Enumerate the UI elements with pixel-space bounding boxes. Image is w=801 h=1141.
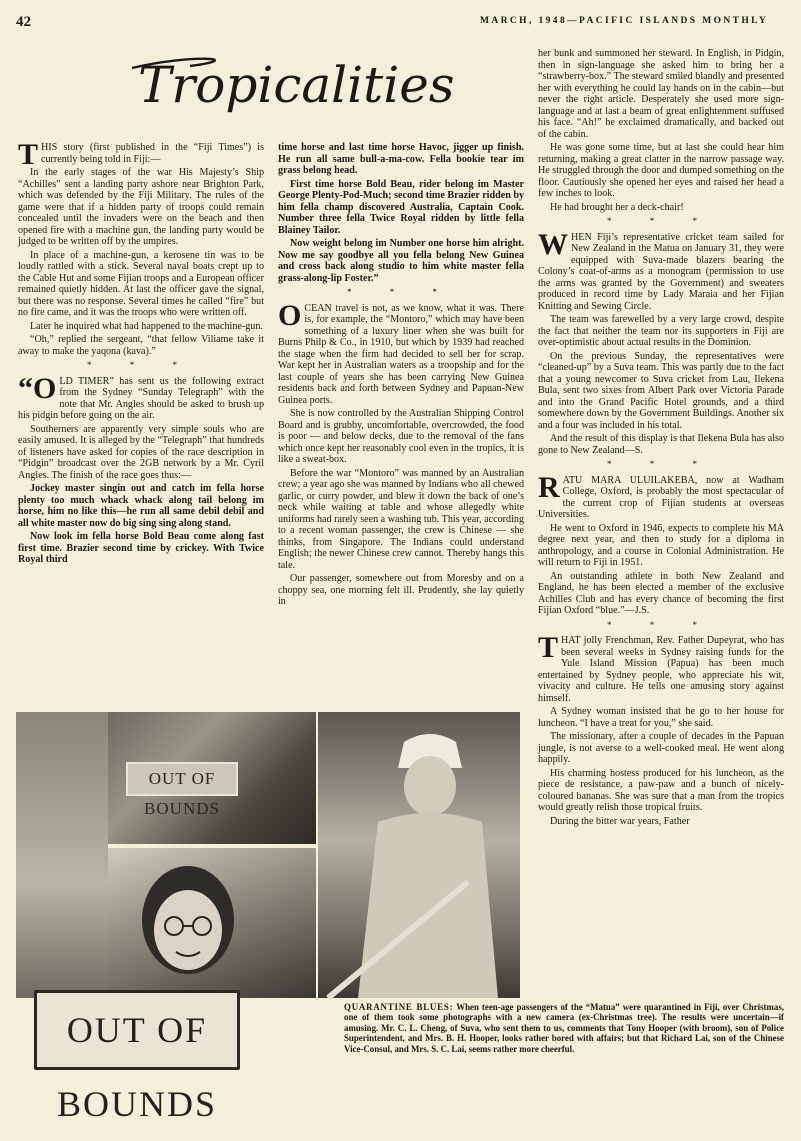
drop-cap: T — [538, 631, 559, 664]
section-separator: * * * — [607, 459, 715, 469]
out-of-bounds-sign-small: OUT OF BOUNDS — [126, 762, 238, 796]
pidgin-quote: First time horse Bold Beau, rider belong im Master George Plenty-Pod-Much; second time Brazier ridden by him fella champ discovered Australia, Captain Cook. Number three fella Twice Royal ridden by little fella Blainey Tailor. — [278, 178, 524, 236]
paragraph: On the previous Sunday, the representatives were “cleaned-up” by a Suva team. This was partly due to the fact that a young newcomer to Suva cricket from Lau, Ilekena Bula, sent two sixes from Albert Park over Victoria Parade and into the Grand Pacific Hotel grounds, and a third somewhere down by the Government Buildings. Another six and a four was included in his total. — [538, 350, 784, 431]
drop-cap: R — [538, 470, 560, 504]
photo-fence — [16, 712, 108, 998]
paragraph: He had brought her a deck-chair! — [550, 201, 684, 213]
tropicalities-logo-text: Tropicalities — [138, 56, 455, 114]
article-ratu-mara-intro: RATU MARA ULUILAKEBA, now at Wadham College, Oxford, is probably the most spectacular of the current crop of Fijian students at overseas Universities. — [538, 470, 784, 520]
caption-lead: QUARANTINE BLUES: — [344, 1002, 454, 1012]
boy-portrait-sketch — [318, 712, 520, 998]
paragraph: His charming hostess produced for his luncheon, as the piece de resistance, a paw-paw and a bunch of nicely-coloured bananas. She was sure that a man from the tropics would greatly relish those tropical fruits. — [538, 767, 784, 813]
pidgin-quote: Jockey master singin out and catch im fella horse plenty too much whack whack along tail belong im horse, him no like this—he run all same debil debil and all white master now do big sing sing along stand. — [18, 483, 264, 529]
paragraph: “Oh,” replied the sergeant, “that fellow Viliame take it away to make the yaqona (kava).” — [18, 334, 264, 357]
paragraph: A Sydney woman insisted that he go to her house for luncheon. “I have a treat for you,” she said. — [538, 706, 784, 729]
drop-cap: “O — [18, 371, 57, 405]
drop-cap: O — [278, 298, 302, 332]
paragraph: Southerners are apparently very simple souls who are easily amused. It is alleged by the “Telegraph” that hundreds of listeners have asked for copies of the race description in “Pidgin” broadcast over the 2GB network by a Mr. Cyril Angles. The finish of the race goes thus:— — [18, 423, 264, 481]
paragraph: He went to Oxford in 1946, expects to complete his MA degree next year, and then to study for a diploma in anthropology, and a course in Colonial Administration. He will return to Fiji in 1951. — [538, 522, 784, 568]
section-title-script — [130, 44, 455, 124]
section-separator: * * * — [87, 360, 195, 370]
photo-girl-with-glasses — [108, 848, 316, 998]
photo-caption — [344, 1002, 784, 1054]
paragraph: An outstanding athlete in both New Zealand and England, he has been elected a member of the exclusive Achilles Club and has every chance of becoming the first Fijian Oxford “blue.”—J.S. — [538, 570, 784, 616]
paragraph: He was gone some time, but at last she could hear him returning, making a great clatter in the narrow passage way. He struggled through the door and dumped something on the floor. Cautiously she opened her eyes and raised her head a few inches to look. — [538, 142, 784, 199]
section-separator: * * * — [607, 619, 715, 630]
pidgin-quote: Now look im fella horse Bold Beau come along fast first time. Brazier second time by crickey. With Twice Royal third — [18, 531, 264, 565]
paragraph: In the early stages of the war His Majesty’s Ship “Achilles” sent a landing party ashore near Brighton Park, which was defended by the Fiji Military. The rules of the game were that if a hidden party of troops could remain concealed until the invaders were on the beach and then opened fire with a machine gun, the landing party would be judged to be written off by the umpires. — [18, 167, 264, 247]
article-cricket-intro: WHEN Fiji’s representative cricket team sailed for New Zealand in the Matua on January 31, they were equipped with Suva-made blazers bearing the Colony’s coat-of-arms as a monogram (permission to use the arms was granted by the Government) and sweaters produced in record time by Lady Maraia and her Fijian Knitting and Sewing Circle. — [538, 227, 784, 312]
paragraph: In place of a machine-gun, a kerosene tin was to be loudly rattled with a stick. Several naval boats crept up to the Cable Hut and some Fijian troops and a European officer remained quietly hidden. At last the officer gave the signal, but there was no response. Several times he called “fire” but no fire came, and it was the troops who were written off. — [18, 249, 264, 318]
paragraph: During the bitter war years, Father — [550, 815, 690, 827]
paragraph: She is now controlled by the Australian Shipping Control Board and is grubby, uncomfortable, overcrowded, the food is poor — and below decks, due to the removal of the fans which once kept her reasonably cool even in the tropics, it is like a sweat-box. — [278, 408, 524, 465]
article-dupeyrat-intro: THAT jolly Frenchman, Rev. Father Dupeyrat, who has been several weeks in Sydney raising funds for the Yule Island Mission (Papua) has been much entertained by Sydney people, who appreciate his wit, vivacity and culture. He tells one amusing story against himself. — [538, 631, 784, 704]
paragraph: The missionary, after a couple of decades in the Papuan jungle, is not averse to a well-cooked meal. He went along happily. — [538, 731, 784, 765]
drop-cap: T — [18, 138, 39, 171]
paragraph: And the result of this display is that Ilekena Bula has also gone to New Zealand—S. — [538, 433, 784, 456]
paragraph: Later he inquired what had happened to the machine-gun. — [30, 320, 263, 332]
caption-text: When teen-age passengers of the “Matua” were quarantined in Fiji, over Christmas, one of them took some photographs with a new camera (ex-Christmas tree). The results were uncertain—if amusing. Mr. C. L. Cheng, of Suva, who sent them to us, comments that Tony Hooper (with broom), son of Police Superintendent, and Mrs. B. H. Hooper, looks rather bored with affairs; but that Richard Lai, son of the Chinese Vice-Consul, and Mrs. S. C. Lai, seems rather more cheerful. — [344, 1002, 785, 1054]
pidgin-quote: Now weight belong im Number one horse him alright. Now me say goodbye all you fella belong New Guinea and cross back along studio to him white master fella grass-along-lip Foster.” — [278, 238, 524, 284]
photo-boy-with-broom — [318, 712, 520, 998]
drop-cap: W — [538, 227, 568, 261]
column-1 — [18, 138, 264, 702]
page-number: 42 — [16, 14, 31, 30]
girl-portrait-sketch — [108, 848, 316, 998]
article-fiji-times-intro: THIS story (first published in the “Fiji Times”) is currently being told in Fiji:— — [18, 138, 264, 171]
section-separator: * * * — [607, 216, 715, 226]
article-montoro-intro: OCEAN travel is not, as we know, what it was. There is, for example, the “Montoro,” which may have been something of a luxury liner when she was built for Burns Philp & Co., in 1910, but which by 1939 had reached the stage when the firm had decided to sell her for scrap. War kept her in Australian waters as a troopship and for the last couple of years she has been carrying New Guinea residents back and forth between Sydney and Papuan-New Guinea ports. — [278, 298, 524, 406]
paragraph: The team was farewelled by a very large crowd, despite the fact that neither the team nor its supporters in Fiji are over-optimistic about actual results in the Dominion. — [538, 314, 784, 348]
running-head: MARCH, 1948—PACIFIC ISLANDS MONTHLY — [480, 16, 769, 26]
paragraph: her bunk and summoned her steward. In English, in Pidgin, then in sign-language she asked him to bring her a “strawberry-box.” The steward smiled blandly and presented her with everything he could lay hands on in the cabin—but never the right article. Desperately she used more sign-language and at last a beam of great enlightenment suffused his face. “Ah!” he exclaimed dramatically, and backed out of the cabin. — [538, 48, 784, 140]
section-separator: * * * — [347, 287, 455, 297]
column-2 — [278, 142, 524, 702]
paragraph: Our passenger, somewhere out from Moresby and on a choppy sea, one morning felt ill. Prudently, she lay quietly in — [278, 573, 524, 607]
article-old-timer-intro: “OLD TIMER” has sent us the following extract from the Sydney “Sunday Telegraph” with the note that Mr. Angles should be asked to brush up his pidgin before going on the air. — [18, 371, 264, 421]
out-of-bounds-sign-large: OUT OF BOUNDS — [34, 990, 240, 1070]
column-3 — [538, 48, 784, 1002]
tropicalities-logo — [130, 44, 455, 124]
pidgin-quote: time horse and last time horse Havoc, jigger up finish. He run all same bull-a-ma-cow. Fella bookie tear im grass belong head. — [278, 142, 524, 176]
paragraph: Before the war “Montoro” was manned by an Australian crew; a year ago she was manned by Indians who all chewed garlic, or curry powder, and blew it down the back of one’s neck while waiting at table and whose allegedly white uniforms had rarely seen a washing tub. This year, according to a recent woman passenger, the crew is Chinese — she thinks, from Singapore. The Indians could understand English; the newer Chinese crew cannot. Thereby hangs this tale. — [278, 467, 524, 571]
